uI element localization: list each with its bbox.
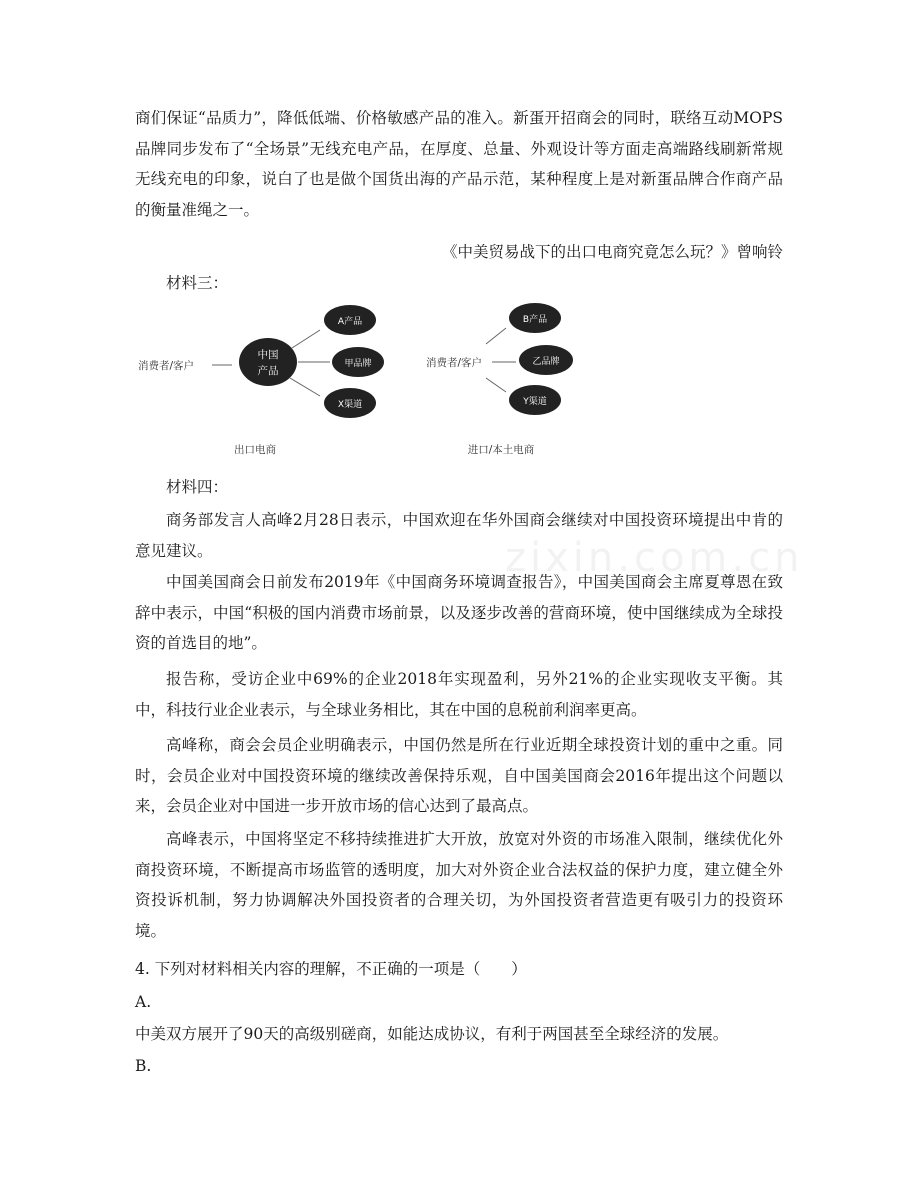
right-caption: 进口/本土电商: [467, 444, 535, 456]
option-a-text[interactable]: 中美双方展开了90天的高级别磋商，如能达成协议，有利于两国甚至全球经济的发展。: [135, 1025, 729, 1043]
paragraph-commerce-ministry: 商务部发言人高峰2月28日表示，中国欢迎在华外国商会继续对中国投资环境提出中肯的意见建议。: [135, 511, 783, 560]
source-citation: 《中美贸易战下的出口电商究竟怎么玩？》曾响铃: [441, 243, 783, 261]
heading-material-three: 材料三：: [166, 274, 229, 292]
option-a-label[interactable]: A.: [135, 993, 152, 1011]
right-node-c-label: Y渠道: [523, 397, 547, 407]
left-node-a-label: A产品: [337, 317, 363, 327]
left-node-b-label: 甲品牌: [344, 359, 372, 369]
question-stem: 4. 下列对材料相关内容的理解，不正确的一项是（ ）: [135, 960, 527, 978]
heading-material-four: 材料四：: [166, 478, 229, 496]
left-caption: 出口电商: [234, 444, 276, 456]
left-center-label-1: 中国: [257, 349, 279, 361]
option-b-label[interactable]: B.: [135, 1057, 152, 1075]
left-center-node: [239, 338, 297, 386]
left-center-label-2: 产品: [257, 365, 279, 377]
left-consumer-label: 消费者/客户: [138, 360, 195, 372]
left-connector-3: [290, 378, 320, 396]
right-node-b-label: 乙品牌: [532, 357, 560, 367]
right-connector-1: [486, 328, 506, 344]
left-node-c-label: X渠道: [337, 400, 363, 410]
right-consumer-label: 消费者/客户: [426, 357, 483, 369]
left-connector-1: [292, 330, 320, 348]
watermark: zixin.com.cn: [505, 535, 804, 581]
paragraph-report-findings: 报告称，受访企业中69%的企业2018年实现盈利，另外21%的企业实现收支平衡。其中，科技行业企业表示，与全球业务相比，其在中国的息税前利润率更高。: [135, 670, 783, 719]
paragraph-material-two-end: 商们保证“品质力”，降低低端、价格敏感产品的准入。新蛋开招商会的同时，联络互动MOPS品牌同步发布了“全场景”无线充电产品，在厚度、总量、外观设计等方面走高端路线刷新常规无线充电的印象，说白了也是做个国货出海的产品示范，某种程度上是对新蛋品牌合作商产品的衡量准绳之一。: [135, 109, 783, 219]
ecommerce-diagram: [130, 298, 590, 463]
paragraph-amcham-report: 中国美国商会日前发布2019年《中国商务环境调查报告》，中国美国商会主席夏尊恩在致辞中表示，中国“积极的国内消费市场前景，以及逐步改善的营商环境，使中国继续成为全球投资的首选目的地”。: [135, 573, 783, 652]
right-node-a-label: B产品: [522, 315, 548, 325]
paragraph-gaofeng-members: 高峰称，商会会员企业明确表示，中国仍然是所在行业近期全球投资计划的重中之重。同时，会员企业对中国投资环境的继续改善保持乐观，自中国美国商会2016年提出这个问题以来，会员企业对中国进一步开放市场的信心达到了最高点。: [135, 736, 783, 815]
paragraph-gaofeng-opening: 高峰表示，中国将坚定不移持续推进扩大开放，放宽对外资的市场准入限制，继续优化外商投资环境，不断提高市场监管的透明度，加大对外资企业合法权益的保护力度，建立健全外资投诉机制，努力协调解决外国投资者的合理关切，为外国投资者营造更有吸引力的投资环境。: [135, 830, 783, 940]
right-connector-3: [486, 378, 506, 392]
